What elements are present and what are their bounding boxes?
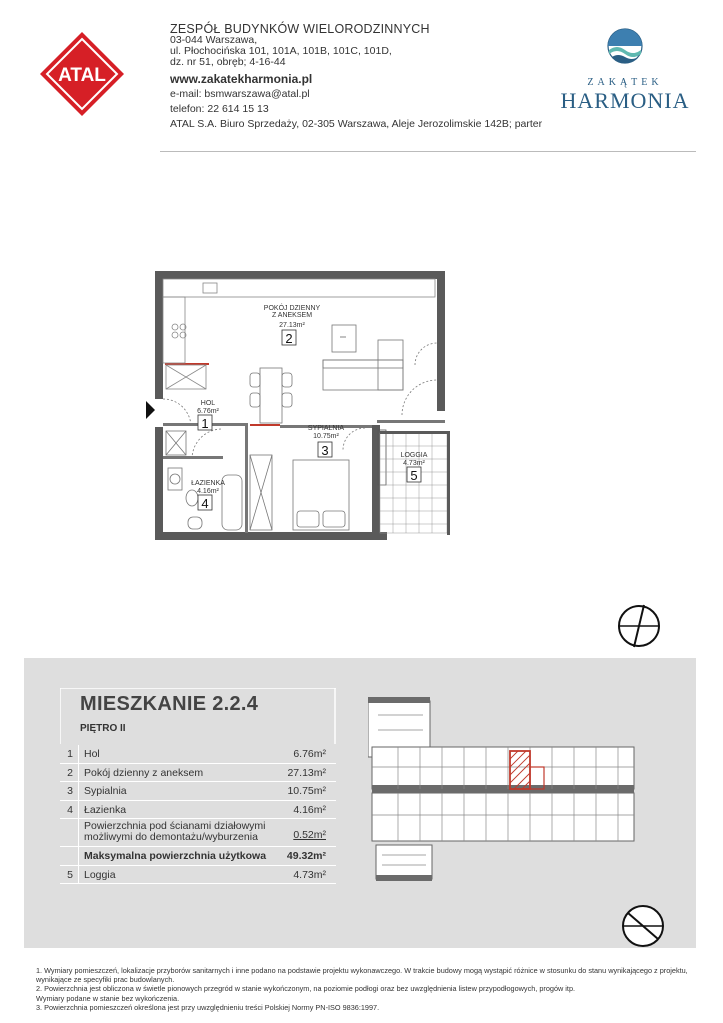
living-furniture — [250, 325, 437, 423]
max-area-value: 49.32m² — [286, 850, 326, 862]
brand-name-top: ZAKĄTEK — [587, 77, 663, 88]
header-title: ZESPÓŁ BUDYNKÓW WIELORODZINNYCH — [170, 22, 430, 36]
address-line-3: dz. nr 51, obręb; 4-16-44 — [170, 56, 286, 68]
website-link[interactable]: www.zakatekharmonia.pl — [170, 72, 313, 86]
room-3-number: 3 — [321, 443, 329, 458]
loggia-grid — [380, 433, 447, 533]
max-area-label: Maksymalna powierzchnia użytkowa — [84, 850, 267, 862]
note-line: wynikające ze specyfiki prac budowlanych. — [36, 975, 175, 985]
footnotes — [36, 966, 706, 1012]
table-row: 1 Hol 6.76m² — [60, 745, 336, 764]
room-3-name: SYPIALNIA — [307, 425, 345, 432]
address-line-2: ul. Płochocińska 101, 101A, 101B, 101C, 101D, — [170, 45, 392, 57]
room-1-number: 1 — [201, 416, 209, 431]
office-address: ATAL S.A. Biuro Sprzedaży, 02-305 Warszawa, Aleje Jerozolimskie 142B; parter — [170, 118, 543, 130]
kitchen-counter — [163, 279, 435, 389]
floor-label: PIĘTRO II — [80, 723, 126, 734]
partition-label-2: możliwymi do demontażu/wyburzenia — [84, 831, 258, 843]
atal-logo — [38, 30, 126, 118]
note-line: 3. Powierzchnia pomieszczeń określona jest przy uwzględnieniu treści Polskiej Normy PN-ISO 9836:1997. — [36, 1002, 380, 1012]
room-5-number: 5 — [410, 468, 418, 483]
north-compass-icon — [616, 603, 662, 649]
room-1-area: 6.76m² — [197, 408, 219, 415]
table-row: 3 Sypialnia 10.75m² — [60, 782, 336, 801]
room-3-area: 10.75m² — [313, 433, 339, 440]
note-line: 1. Wymiary pomieszczeń, lokalizacje przyborów sanitarnych i inne podano na podstawie projektu wykonawczego. W trakcie budowy mogą wystąpić różnice w stosunku do stanu wynikającego z projektu, — [36, 966, 688, 975]
email-link[interactable]: e-mail: bsmwarszawa@atal.pl — [170, 88, 310, 100]
room-5-area: 4.73m² — [403, 460, 425, 467]
table-row: 4 Łazienka 4.16m² — [60, 801, 336, 820]
area-table — [60, 745, 336, 884]
header-info — [170, 24, 550, 130]
note-line: Wymiary podane w stanie bez wykończenia. — [36, 993, 180, 1003]
room-4-name: ŁAZIENKA — [191, 480, 225, 487]
room-2-number: 2 — [285, 331, 293, 346]
note-line: 2. Powierzchnia jest obliczona w świetle pionowych przegród w stanie wykończonym, na poziomie podłogi oraz bez uwzględnienia listew przypodłogowych, progów itp. — [36, 984, 576, 994]
address-line-1: 03-044 Warszawa, — [170, 34, 258, 46]
room-1-name: HOL — [200, 400, 216, 407]
room-4-number: 4 — [201, 496, 209, 511]
room-2-area: 27.13m² — [279, 322, 305, 329]
entrance-arrow — [146, 401, 155, 419]
north-compass-icon — [620, 903, 666, 949]
demolishable-walls — [165, 363, 280, 426]
table-row: 2 Pokój dzienny z aneksem 27.13m² — [60, 764, 336, 783]
partition-area: 0.52m² — [293, 829, 326, 841]
header-divider — [160, 151, 696, 152]
building-key-plan — [368, 695, 638, 885]
max-area-row — [60, 847, 336, 866]
atal-logo-text: ATAL — [58, 65, 106, 86]
apartment-title: MIESZKANIE 2.2.4 — [80, 693, 259, 715]
partition-label-1: Powierzchnia pod ścianami działowymi — [84, 820, 266, 832]
room-2-name: POKÓJ DZIENNY Z ANEKSEM — [263, 305, 321, 319]
room-5-name: LOGGIA — [400, 452, 428, 459]
brand-name-main: HARMONIA — [560, 88, 690, 113]
room-4-area: 4.16m² — [197, 488, 219, 495]
phone-text: telefon: 22 614 15 13 — [170, 103, 269, 115]
partition-row — [60, 819, 336, 847]
loggia-row: 5 Loggia 4.73m² — [60, 866, 336, 885]
